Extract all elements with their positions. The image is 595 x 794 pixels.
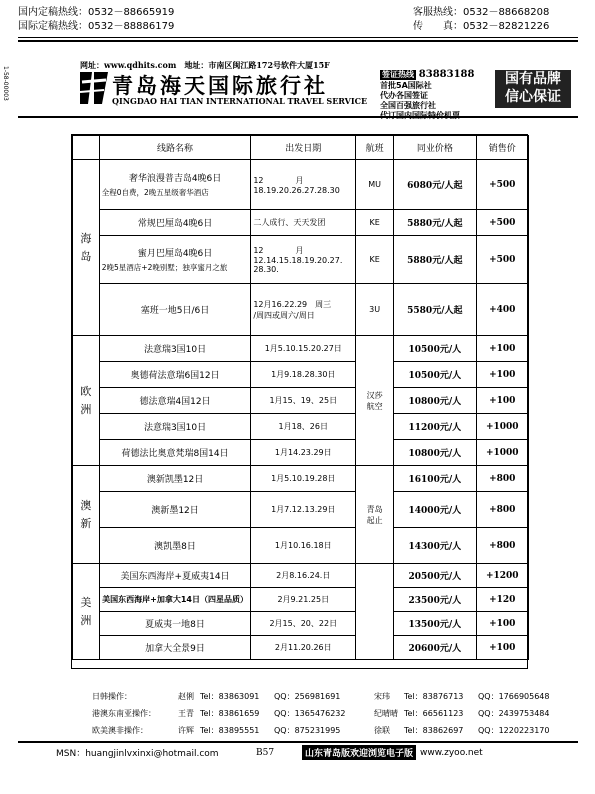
footer-divider: [18, 741, 578, 743]
operator-name: 赵俐: [178, 692, 194, 701]
route-name: 法意瑞3国10日: [143, 423, 207, 433]
trade-price: 23500元/人: [394, 588, 476, 612]
operator-row: [92, 705, 550, 722]
route-name: 澳新凯墨12日: [146, 475, 204, 485]
promo-banner: 山东青岛版欢迎浏览电子版: [302, 745, 416, 760]
operator-qq: QQ：1766905648: [478, 692, 550, 701]
flight-line: 青岛: [366, 504, 383, 514]
operator-dept: 港澳东南亚操作：: [92, 709, 156, 718]
table-row: [73, 236, 529, 284]
header-divider-thick: [18, 40, 578, 42]
date-cell: [251, 440, 356, 466]
operator-tel: Tel：66561123: [404, 709, 464, 718]
operator-tel: Tel：83861659: [200, 709, 260, 718]
route-name: 奢华浪漫普吉岛4晚6日: [128, 174, 222, 184]
footer: [56, 745, 526, 760]
table-row: [73, 210, 529, 236]
flight-cell: KE: [356, 210, 394, 236]
sale-price: +100: [476, 362, 528, 388]
route-name: 奥德荷法意瑞6国12日: [130, 371, 220, 381]
table-row: [73, 612, 529, 636]
table-header-row: [73, 136, 529, 160]
operator-dept: 欧美澳非操作：: [92, 726, 148, 735]
flight-line: 起止: [366, 515, 383, 525]
operator-contacts: [92, 688, 550, 739]
operator-row: [92, 722, 550, 739]
flight-cell: KE: [356, 236, 394, 284]
table-row: [73, 414, 529, 440]
sale-price: +100: [476, 336, 528, 362]
sale-price: +1000: [476, 414, 528, 440]
date-line: 12月16.22.29 周三: [253, 299, 332, 309]
date-cell: [251, 362, 356, 388]
sale-price: +800: [476, 528, 528, 564]
visa-hotline-label: 签证热线: [382, 70, 414, 79]
operator-name: 徐联: [374, 726, 390, 735]
date-line: 1月9.18.28.30日: [271, 370, 336, 379]
slogan-line: 国有品牌: [505, 71, 561, 87]
route-name: 夏威夷一地8日: [145, 620, 205, 630]
region-header: [73, 136, 100, 160]
col-trade-price: 同业价格: [394, 136, 476, 160]
table-row: [73, 160, 529, 210]
trade-price: 10800元/人: [394, 388, 476, 414]
date-line: 1月15、19、25日: [269, 396, 338, 405]
region-aus: 澳新: [73, 466, 100, 564]
website-link[interactable]: www.zyoo.net: [420, 747, 483, 758]
table-row: [73, 564, 529, 588]
trade-price: 5580元/人起: [394, 284, 476, 336]
route-cell: [99, 210, 251, 236]
flight-line: 汉莎: [366, 390, 383, 400]
table-row: [73, 492, 529, 528]
permit-line: 全国百强旅行社: [380, 101, 436, 110]
trade-price: 10800元/人: [394, 440, 476, 466]
trade-price: 14300元/人: [394, 528, 476, 564]
sale-price: +100: [476, 636, 528, 660]
route-cell: [99, 362, 251, 388]
flight-cell: MU: [356, 160, 394, 210]
intl-hotline: 国际定稿热线：0532－88886179: [18, 21, 175, 32]
date-line: /周四或周六/周日: [253, 310, 315, 320]
date-line: 2月8.16.24.日: [276, 571, 331, 580]
sale-price: +400: [476, 284, 528, 336]
date-cell: [251, 210, 356, 236]
date-line: 1月5.10.19.28日: [271, 474, 336, 483]
permit-block: [380, 70, 474, 121]
hotline-block: [18, 6, 578, 34]
operator-name: 宋玮: [374, 692, 390, 701]
trade-price: 5880元/人起: [394, 210, 476, 236]
operator-qq: QQ：875231995: [274, 726, 341, 735]
trade-price: 11200元/人: [394, 414, 476, 440]
operator-name: 纪晴晴: [374, 709, 398, 718]
table-row: [73, 588, 529, 612]
route-name: 法意瑞3国10日: [143, 345, 207, 355]
route-name: 塞班一地5日/6日: [140, 306, 210, 316]
table-row: [73, 284, 529, 336]
route-cell: [99, 528, 251, 564]
table-row: [73, 466, 529, 492]
date-line: 1月10.16.18日: [274, 541, 332, 550]
date-cell: [251, 636, 356, 660]
route-cell: [99, 564, 251, 588]
date-line: 2月15、20、22日: [269, 619, 338, 628]
operator-dept: 日韩操作：: [92, 692, 132, 701]
date-line: 28.30.: [253, 265, 279, 274]
date-line: 1月14.23.29日: [274, 448, 332, 457]
route-note: 2晚5星酒店+2晚别墅；独享蜜月之旅: [101, 263, 228, 272]
permit-line: 首批5A国际社: [380, 81, 432, 90]
date-line: 二人成行、天天发团: [253, 218, 326, 227]
date-cell: [251, 564, 356, 588]
date-cell: [251, 336, 356, 362]
date-cell: [251, 466, 356, 492]
date-line: 18.19.20.26.27.28.30: [253, 185, 340, 195]
fax-number: 传 真：0532－82821226: [413, 21, 550, 32]
col-date: 出发日期: [251, 136, 356, 160]
table-row: [73, 528, 529, 564]
col-flight: 航班: [356, 136, 394, 160]
table-row: [73, 388, 529, 414]
col-route: 线路名称: [99, 136, 251, 160]
operator-tel: Tel：83895551: [200, 726, 260, 735]
route-cell: [99, 466, 251, 492]
flight-cell-america: [356, 564, 394, 660]
date-cell: [251, 414, 356, 440]
route-name: 澳凯墨8日: [154, 542, 196, 552]
operator-qq: QQ：2439753484: [478, 709, 550, 718]
date-cell: [251, 388, 356, 414]
date-cell: [251, 528, 356, 564]
sale-price: +800: [476, 466, 528, 492]
date-line: 12 月: [253, 246, 304, 255]
route-cell: [99, 588, 251, 612]
trade-price: 16100元/人: [394, 466, 476, 492]
date-line: 2月9.21.25日: [277, 595, 330, 604]
page-number: B57: [256, 747, 275, 758]
flight-cell: 3U: [356, 284, 394, 336]
sale-price: +500: [476, 160, 528, 210]
operator-qq: QQ：256981691: [274, 692, 341, 701]
table-row: [73, 362, 529, 388]
sale-price: +1200: [476, 564, 528, 588]
route-cell: [99, 414, 251, 440]
header-divider-top: [18, 37, 578, 38]
date-cell: [251, 612, 356, 636]
flight-line: 航空: [366, 401, 383, 411]
table-row: [73, 336, 529, 362]
date-cell: [251, 284, 356, 336]
date-line: 12 月: [253, 175, 304, 185]
date-line: 1月7.12.13.29日: [271, 505, 336, 514]
trade-price: 14000元/人: [394, 492, 476, 528]
route-cell: [99, 612, 251, 636]
route-cell: [99, 492, 251, 528]
permit-line: 代订国内国际特价机票: [380, 111, 460, 120]
trade-price: 13500元/人: [394, 612, 476, 636]
table-row: [73, 440, 529, 466]
route-cell: [99, 236, 251, 284]
service-hotline: 客服热线：0532－88668208: [413, 7, 550, 18]
operator-row: [92, 688, 550, 705]
domestic-hotline: 国内定稿热线：0532－88665919: [18, 7, 175, 18]
operator-tel: Tel：83863091: [200, 692, 260, 701]
route-cell: [99, 284, 251, 336]
permit-line: 代办各国签证: [380, 91, 428, 100]
operator-name: 许辉: [178, 726, 194, 735]
date-line: 12.14.15.18.19.20.27.: [253, 256, 343, 265]
operator-tel: Tel：83862697: [404, 726, 464, 735]
route-cell: [99, 336, 251, 362]
brand-name-en: QINGDAO HAI TIAN INTERNATIONAL TRAVEL SERVICE: [112, 96, 368, 106]
slogan-badge: [495, 70, 571, 108]
region-america: 美洲: [73, 564, 100, 660]
sale-price: +800: [476, 492, 528, 528]
route-cell: [99, 636, 251, 660]
slogan-line: 信心保证: [505, 89, 561, 105]
sale-price: +120: [476, 588, 528, 612]
route-name: 蜜月巴厘岛4晚6日: [137, 249, 213, 259]
trade-price: 20500元/人: [394, 564, 476, 588]
route-name: 澳新墨12日: [151, 506, 199, 516]
sale-price: +1000: [476, 440, 528, 466]
route-cell: [99, 160, 251, 210]
operator-qq: QQ：1220223170: [478, 726, 550, 735]
route-name: 加拿大全景9日: [145, 644, 205, 654]
route-note: 全程0自费，2晚五星级奢华酒店: [101, 188, 209, 197]
sale-price: +100: [476, 388, 528, 414]
date-cell: [251, 236, 356, 284]
table-row: [73, 636, 529, 660]
flight-cell-aus: [356, 466, 394, 564]
trade-price: 5880元/人起: [394, 236, 476, 284]
address-line: 网址：www.qdhits.com 地址：市南区闽江路172号软件大厦15F: [80, 60, 330, 70]
route-name: 美国东西海岸+夏威夷14日: [120, 572, 230, 582]
region-europe: 欧洲: [73, 336, 100, 466]
col-sale-price: 销售价: [476, 136, 528, 160]
trade-price: 20600元/人: [394, 636, 476, 660]
operator-qq: QQ：1365476232: [274, 709, 346, 718]
route-name: 美国东西海岸+加拿大14日（四星品质）: [102, 595, 248, 604]
region-island: 海岛: [73, 160, 100, 336]
operator-name: 王青: [178, 709, 194, 718]
sale-price: +500: [476, 236, 528, 284]
route-name: 荷德法比奥意梵瑞8国14日: [121, 449, 229, 459]
date-cell: [251, 160, 356, 210]
side-code: 1-58-00003: [2, 66, 9, 101]
route-cell: [99, 440, 251, 466]
date-line: 1月18、26日: [278, 422, 328, 431]
date-line: 1月5.10.15.20.27日: [264, 344, 342, 353]
trade-price: 10500元/人: [394, 362, 476, 388]
date-cell: [251, 588, 356, 612]
brand-name-cn: 青岛海天国际旅行社: [112, 73, 328, 98]
route-name: 常规巴厘岛4晚6日: [137, 219, 213, 229]
msn-contact[interactable]: MSN：huangjinlvxinxi@hotmail.com: [56, 749, 219, 759]
sale-price: +500: [476, 210, 528, 236]
operator-tel: Tel：83876713: [404, 692, 464, 701]
route-cell: [99, 388, 251, 414]
sale-price: +100: [476, 612, 528, 636]
header-divider-bottom: [18, 116, 578, 118]
flight-cell-europe: [356, 336, 394, 466]
visa-hotline-number: 83883188: [418, 69, 475, 80]
route-name: 德法意瑞4国12日: [139, 397, 211, 407]
tour-price-table: [71, 134, 528, 669]
trade-price: 6080元/人起: [394, 160, 476, 210]
trade-price: 10500元/人: [394, 336, 476, 362]
date-line: 2月11.20.26日: [274, 643, 332, 652]
date-cell: [251, 492, 356, 528]
